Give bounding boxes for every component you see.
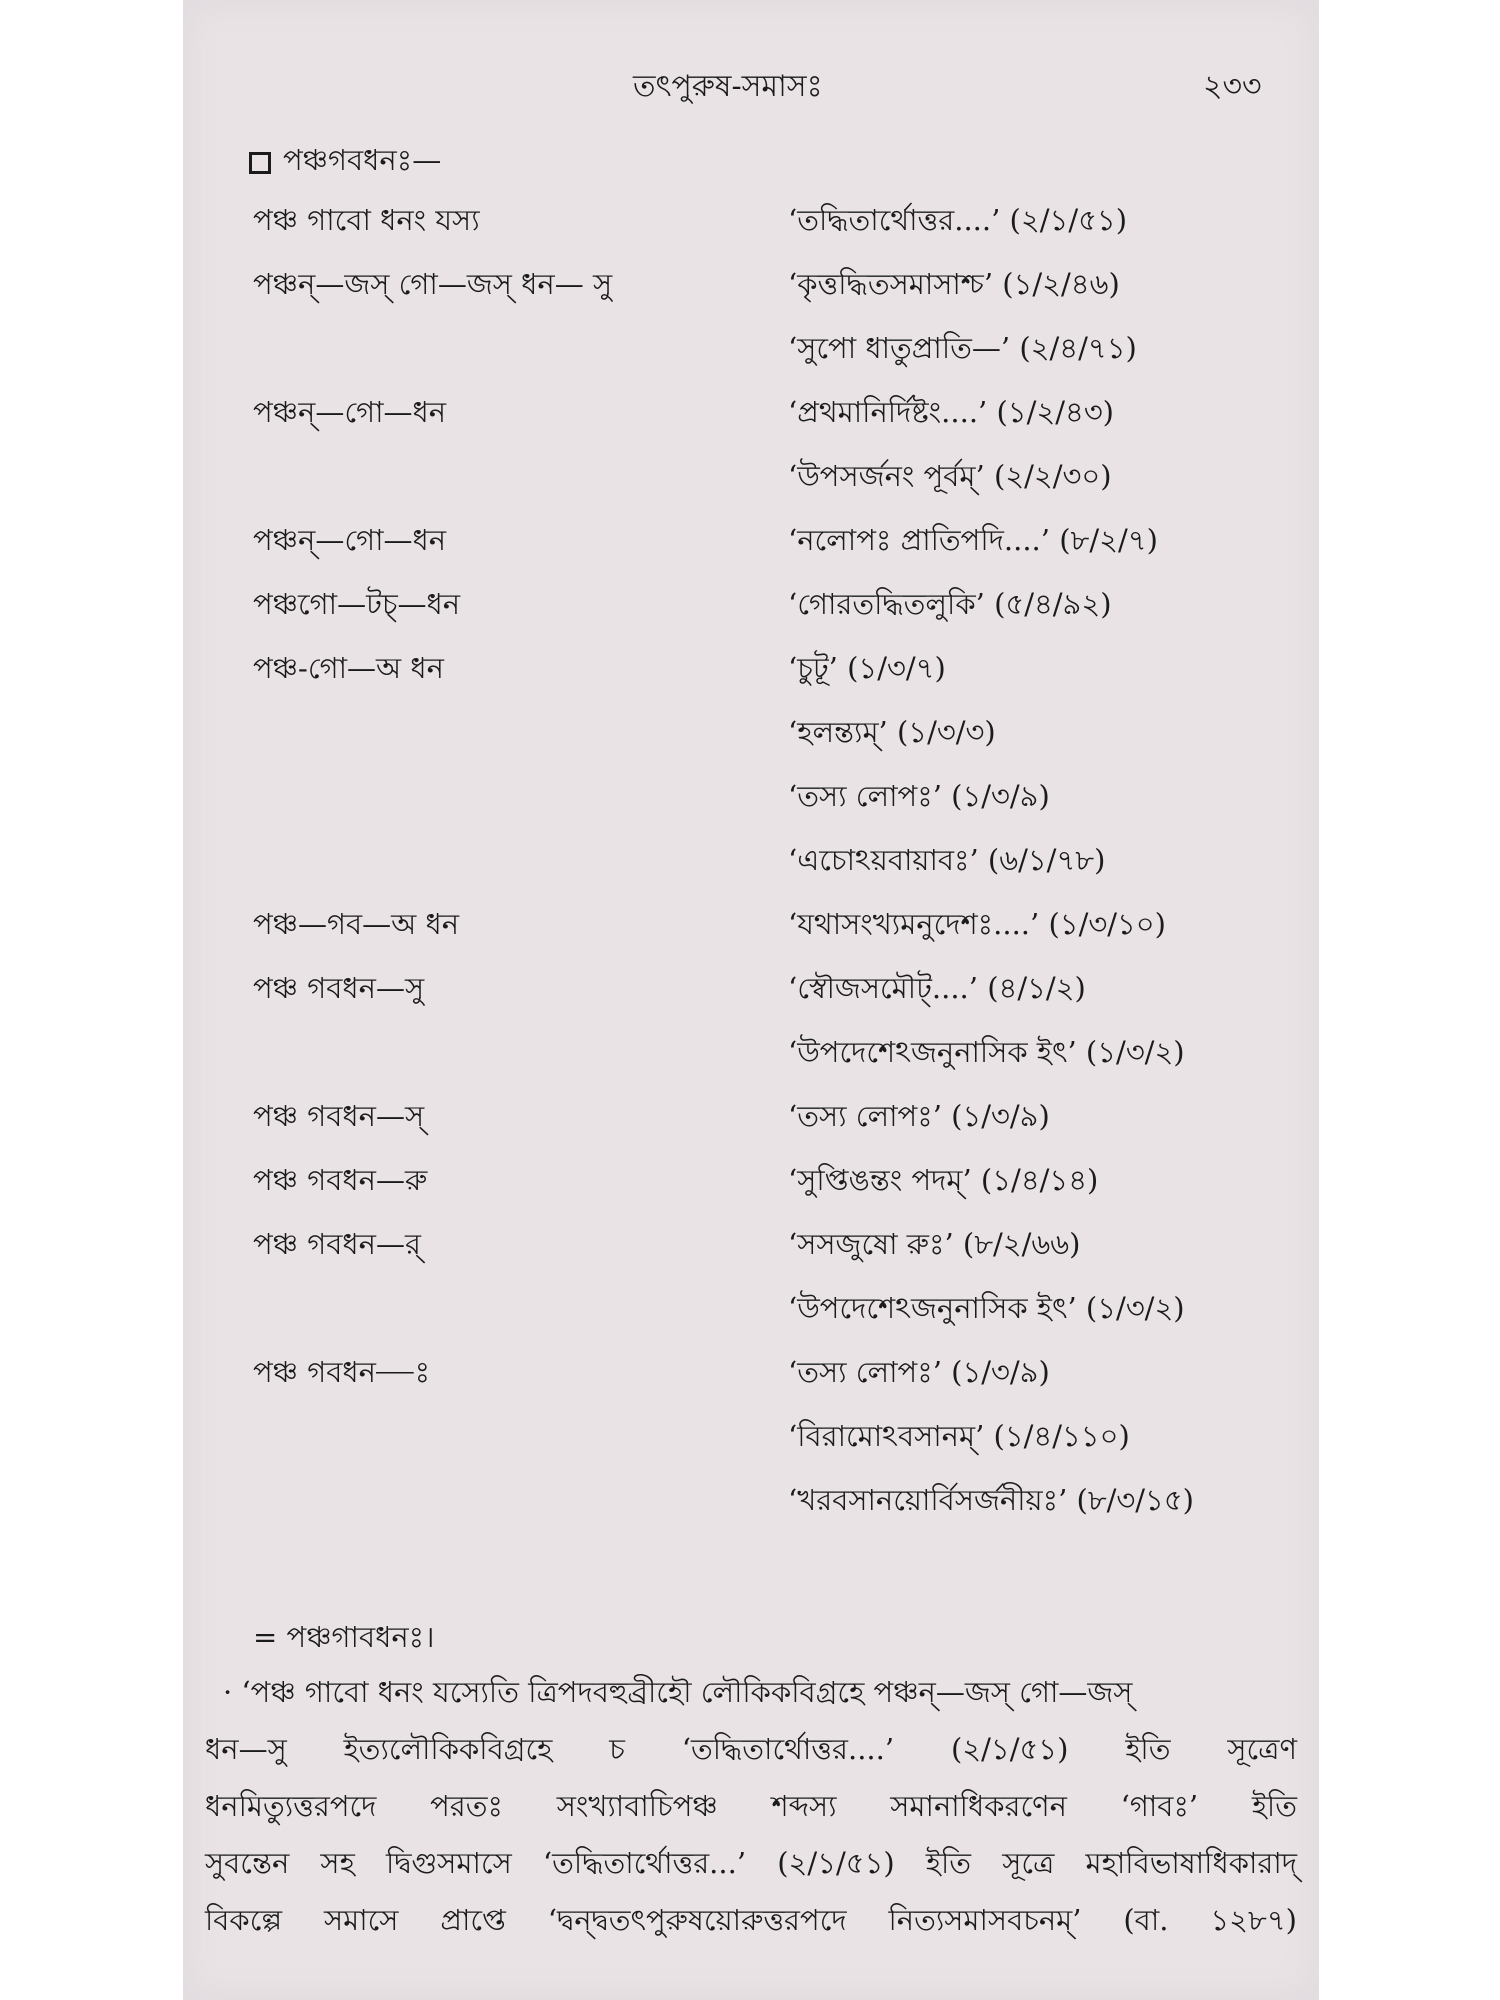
section-heading-text: পঞ্চগবধনঃ— — [283, 143, 442, 177]
derivation-form: পঞ্চন্—গো—ধন — [253, 395, 447, 429]
derivation-sutra: ‘এচোঽয়বায়াবঃ’ (৬/১/৭৮) — [788, 843, 1106, 877]
paragraph-line-2: ধন—সু ইত্যলৌকিকবিগ্রহে চ ‘তদ্ধিতার্থোত্তর....’ (২/১/৫১) ইতি সূত্রেণ — [205, 1732, 1297, 1766]
derivation-sutra: ‘হলন্ত্যম্’ (১/৩/৩) — [788, 715, 996, 749]
page-number: ২৩৩ — [1203, 69, 1262, 104]
derivation-result: = পঞ্চগাবধনঃ। — [253, 1620, 435, 1654]
paragraph-line-5: বিকল্পে সমাসে প্রাপ্তে ‘দ্বন্দ্বতৎপুরুষয়োরুত্তরপদে নিত্যসমাসবচনম্’ (বা. ১২৮৭) — [205, 1903, 1297, 1937]
derivation-form: পঞ্চ গবধন—স্ — [253, 1099, 425, 1133]
paragraph-line-1: · ‘পঞ্চ গাবো ধনং যস্যেতি ত্রিপদবহুব্রীহৌ লৌকিকবিগ্রহে পঞ্চন্—জস্ গো—জস্ — [223, 1675, 1133, 1709]
derivation-sutra: ‘প্রথমানির্দিষ্টং....’ (১/২/৪৩) — [788, 395, 1114, 429]
derivation-sutra: ‘উপদেশেঽজনুনাসিক ইৎ’ (১/৩/২) — [788, 1035, 1185, 1069]
running-header-title: তৎপুরুষ-সমাসঃ — [633, 69, 823, 104]
derivation-sutra: ‘উপদেশেঽজনুনাসিক ইৎ’ (১/৩/২) — [788, 1291, 1185, 1325]
paragraph-line-4: সুবন্তেন সহ দ্বিগুসমাসে ‘তদ্ধিতার্থোত্তর...’ (২/১/৫১) ইতি সূত্রে মহাবিভাষাধিকারাদ্ — [205, 1846, 1297, 1880]
derivation-form: পঞ্চ গবধন—সু — [253, 971, 425, 1005]
derivation-sutra: ‘গোরতদ্ধিতলুকি’ (৫/৪/৯২) — [788, 587, 1112, 621]
derivation-sutra: ‘সুপ্তিঙন্তং পদম্’ (১/৪/১৪) — [788, 1163, 1099, 1197]
section-heading — [249, 138, 441, 187]
derivation-sutra: ‘তস্য লোপঃ’ (১/৩/৯) — [788, 779, 1050, 813]
paragraph-line-3: ধনমিত্যুত্তরপদে পরতঃ সংখ্যাবাচিপঞ্চ শব্দস্য সমানাধিকরণেন ‘গাবঃ’ ইতি — [205, 1789, 1297, 1823]
derivation-form: পঞ্চগো—টচ্—ধন — [253, 587, 461, 621]
derivation-form: পঞ্চন্—জস্ গো—জস্ ধন— সু — [253, 267, 613, 301]
derivation-sutra: ‘চুটূ’ (১/৩/৭) — [788, 651, 946, 685]
derivation-sutra: ‘উপসর্জনং পূর্বম্’ (২/২/৩০) — [788, 459, 1112, 493]
derivation-sutra: ‘স্বৌজসমৌট্....’ (৪/১/২) — [788, 971, 1086, 1005]
derivation-sutra: ‘তস্য লোপঃ’ (১/৩/৯) — [788, 1099, 1050, 1133]
derivation-form: পঞ্চ—গব—অ ধন — [253, 907, 460, 941]
derivation-sutra: ‘সুপো ধাতুপ্রাতি—’ (২/৪/৭১) — [788, 331, 1137, 365]
derivation-sutra: ‘কৃত্তদ্ধিতসমাসাশ্চ’ (১/২/৪৬) — [788, 267, 1120, 301]
derivation-form: পঞ্চ গাবো ধনং যস্য — [253, 203, 480, 237]
derivation-sutra: ‘তস্য লোপঃ’ (১/৩/৯) — [788, 1355, 1050, 1389]
derivation-form: পঞ্চ গবধন—রু — [253, 1163, 428, 1197]
derivation-form: পঞ্চ-গো—অ ধন — [253, 651, 444, 685]
derivation-sutra: ‘তদ্ধিতার্থোত্তর....’ (২/১/৫১) — [788, 203, 1128, 237]
derivation-sutra: ‘খরবসানয়োর্বিসর্জনীয়ঃ’ (৮/৩/১৫) — [788, 1483, 1194, 1517]
derivation-form: পঞ্চ গবধন—ঃ — [253, 1355, 431, 1389]
derivation-sutra: ‘যথাসংখ্যমনুদেশঃ....’ (১/৩/১০) — [788, 907, 1166, 941]
derivation-form: পঞ্চন্—গো—ধন — [253, 523, 447, 557]
derivation-form: পঞ্চ গবধন—র্ — [253, 1227, 421, 1261]
derivation-sutra: ‘বিরামোঽবসানম্’ (১/৪/১১০) — [788, 1419, 1130, 1453]
derivation-sutra: ‘নলোপঃ প্রাতিপদি....’ (৮/২/৭) — [788, 523, 1158, 557]
book-page — [183, 0, 1319, 2000]
square-bullet-icon — [249, 152, 271, 174]
derivation-sutra: ‘সসজুষো রুঃ’ (৮/২/৬৬) — [788, 1227, 1081, 1261]
